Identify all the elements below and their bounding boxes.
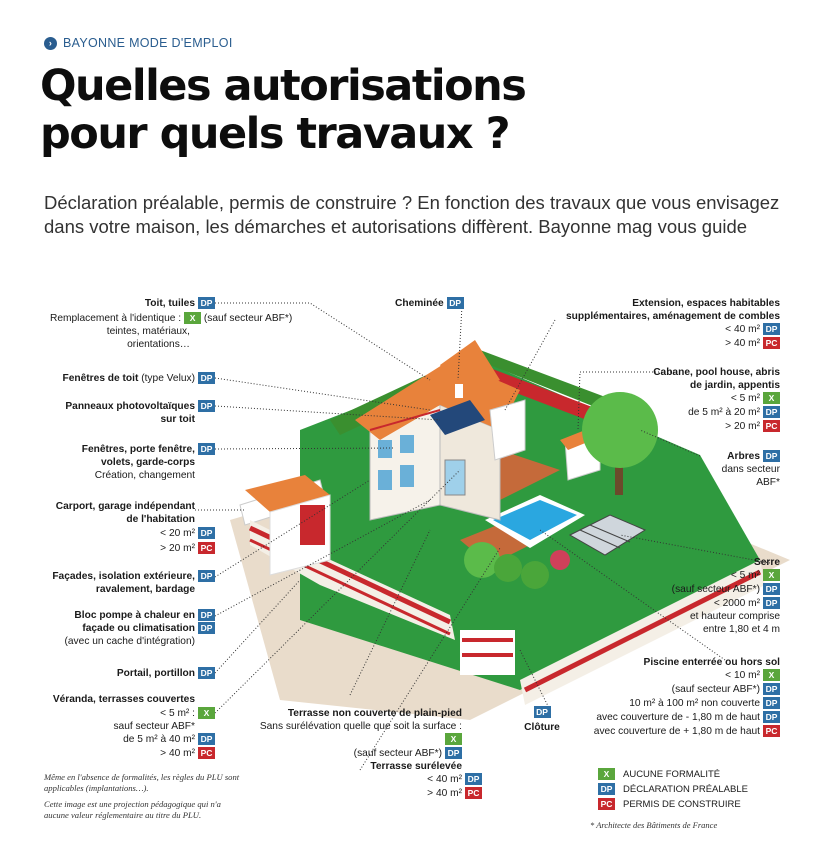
chevron-right-icon: › [44, 37, 57, 50]
extension-r1: < 40 m² [725, 324, 760, 335]
legend-dp [598, 783, 748, 795]
veranda-r2: sauf secteur ABF* [113, 721, 195, 732]
extension-l2: supplémentaires, aménagement de combles [565, 311, 780, 322]
fenetres-l1: Fenêtres, porte fenêtre, [81, 444, 195, 455]
lead-paragraph: Déclaration préalable, permis de construire ? En fonction des travaux que vous envisagez dans votre maison, les démarches et autorisations diffèrent. Bayonne mag vous guide [44, 192, 780, 237]
pc-badge: PC [198, 747, 215, 759]
extension [490, 400, 525, 460]
dp-badge: DP [534, 706, 551, 718]
bloc-l2: façade ou climatisation [82, 623, 195, 634]
surelevee-r2: > 40 m² [427, 788, 462, 799]
cheminee-title: Cheminée [395, 298, 444, 309]
label-serre [620, 556, 780, 636]
footnote-abf: * Architecte des Bâtiments de France [590, 820, 718, 830]
legend-pc [598, 798, 748, 810]
legend-pc-label: PERMIS DE CONSTRUIRE [623, 798, 741, 810]
portail-title: Portail, portillon [116, 668, 195, 679]
note-projection: Cette image est une projection pédagogique qui n'a aucune valeur réglementaire au titre du PLU. [44, 799, 221, 820]
label-extension [540, 297, 780, 350]
label-toit-sub2 [30, 325, 190, 351]
dp-badge: DP [763, 697, 780, 709]
x-badge: X [445, 733, 462, 745]
kicker-text: BAYONNE MODE D'EMPLOI [63, 36, 233, 50]
note-plu: Même en l'absence de formalités, les règles du PLU sont applicables (implantations…). [44, 772, 240, 793]
bloc-l3: (avec un cache d'intégration) [64, 636, 195, 647]
pc-badge: PC [763, 725, 780, 737]
extension-l1: Extension, espaces habitables [632, 298, 780, 309]
carport-r2: > 20 m² [160, 543, 195, 554]
label-veranda [20, 693, 195, 706]
pc-badge: PC [763, 420, 780, 432]
piscine-title: Piscine enterrée ou hors sol [643, 657, 780, 668]
veranda-r1: < 5 m² : [160, 708, 195, 719]
terrasse-title: Terrasse non couverte de plain-pied [287, 708, 462, 719]
label-surelevee [300, 760, 482, 800]
pc-badge: PC [763, 337, 780, 349]
label-carport [20, 500, 195, 526]
pc-badge: PC [598, 798, 615, 810]
veranda-r4: > 40 m² [160, 748, 195, 759]
label-toit-sub [50, 312, 320, 325]
surelevee-title: Terrasse surélevée [370, 761, 462, 772]
toit-sub1: Remplacement à l'identique : [50, 313, 182, 324]
gate [460, 630, 515, 675]
dp-badge: DP [198, 443, 215, 455]
carport-l1: Carport, garage indépendant [55, 501, 195, 512]
carport-l2: de l'habitation [126, 514, 195, 525]
dp-badge: DP [598, 783, 615, 795]
dp-badge: DP [763, 406, 780, 418]
cabane-r3: > 20 m² [725, 421, 760, 432]
fenetres-toit-title: Fenêtres de toit [62, 373, 139, 384]
label-facades [20, 570, 215, 596]
veranda-r3: de 5 m² à 40 m² [123, 734, 195, 745]
dp-badge: DP [198, 622, 215, 634]
panneaux-l2: sur toit [160, 414, 195, 425]
facades-l2: ravalement, bardage [95, 584, 195, 595]
label-cheminee [395, 297, 464, 310]
label-portail [20, 667, 215, 680]
toit-title: Toit, tuiles [144, 298, 195, 309]
legend [598, 768, 748, 813]
bloc-l1: Bloc pompe à chaleur en [74, 610, 195, 621]
serre-r4: et hauteur comprise [689, 611, 780, 622]
x-badge: X [763, 392, 780, 404]
piscine-r2: (sauf secteur ABF*) [671, 684, 760, 695]
x-badge: X [184, 312, 201, 324]
dp-badge: DP [198, 609, 215, 621]
arbres-r1: dans secteur [721, 464, 780, 475]
label-veranda-rules [20, 707, 215, 760]
dp-badge: DP [763, 323, 780, 335]
dp-badge: DP [198, 527, 215, 539]
veranda-l1: Véranda, terrasses couvertes [52, 694, 195, 705]
pc-badge: PC [198, 542, 215, 554]
dp-badge: DP [198, 372, 215, 384]
dp-badge: DP [763, 583, 780, 595]
surelevee-r1: < 40 m² [427, 774, 462, 785]
serre-r5: entre 1,80 et 4 m [702, 624, 780, 635]
cabane-l1: Cabane, pool house, abris [653, 367, 780, 378]
x-badge: X [598, 768, 615, 780]
arbres-r2: ABF* [756, 477, 780, 488]
carport-r1: < 20 m² [160, 528, 195, 539]
label-carport-rules [20, 527, 215, 555]
fenetres-l2: volets, garde-corps [101, 457, 195, 468]
toit-sub2: teintes, matériaux, [106, 326, 190, 337]
label-piscine [560, 656, 780, 738]
dp-badge: DP [763, 450, 780, 462]
cabane-l2: de jardin, appentis [689, 380, 780, 391]
piscine-r4: avec couverture de - 1,80 m de haut [596, 712, 760, 723]
fenetres-toit-note: (type Velux) [138, 373, 195, 384]
piscine-r3: 10 m² à 100 m² non couverte [629, 698, 760, 709]
serre-r3: < 2000 m² [713, 598, 760, 609]
label-fenetres-toit [20, 372, 215, 385]
toit-sub3: orientations… [127, 339, 190, 350]
legend-dp-label: DÉCLARATION PRÉALABLE [623, 783, 748, 795]
terrasse-r2: (sauf secteur ABF*) [353, 748, 442, 759]
dp-badge: DP [198, 733, 215, 745]
arbres-title: Arbres [727, 451, 760, 462]
title-line-2: pour quels travaux ? [40, 109, 510, 159]
facades-l1: Façades, isolation extérieure, [52, 571, 195, 582]
label-bloc [20, 609, 215, 648]
dp-badge: DP [198, 667, 215, 679]
dp-badge: DP [763, 597, 780, 609]
label-fenetres [20, 443, 215, 482]
label-terrasse [240, 707, 462, 760]
pc-badge: PC [465, 787, 482, 799]
x-badge: X [198, 707, 215, 719]
dp-badge: DP [763, 683, 780, 695]
piscine-r5: avec couverture de + 1,80 m de haut [593, 726, 760, 737]
dp-badge: DP [763, 711, 780, 723]
legend-x-label: AUCUNE FORMALITÉ [623, 768, 721, 780]
dp-badge: DP [447, 297, 464, 309]
title-line-1: Quelles autorisations [40, 61, 526, 111]
serre-title: Serre [753, 557, 780, 568]
label-arbres [680, 450, 780, 489]
dp-badge: DP [198, 570, 215, 582]
x-badge: X [763, 669, 780, 681]
label-panneaux [20, 400, 215, 426]
x-badge: X [763, 569, 780, 581]
extension-r2: > 40 m² [725, 338, 760, 349]
dp-badge: DP [198, 400, 215, 412]
cloture-title: Clôture [524, 722, 560, 733]
fenetres-l3: Création, changement [94, 470, 195, 481]
cabane-r2: de 5 m² à 20 m² [688, 407, 760, 418]
panneaux-l1: Panneaux photovoltaïques [65, 401, 195, 412]
label-cloture [522, 706, 562, 734]
legend-x [598, 768, 748, 780]
terrasse-r1: Sans surélévation quelle que soit la surface : [259, 721, 462, 732]
dp-badge: DP [198, 297, 215, 309]
serre-r2: (sauf secteur ABF*) [671, 584, 760, 595]
toit-sub1-note: (sauf secteur ABF*) [203, 313, 293, 324]
serre-r1: < 5 m² [730, 570, 760, 581]
dp-badge: DP [465, 773, 482, 785]
cabane-r1: < 5 m² [730, 393, 760, 404]
piscine-r1: < 10 m² [725, 670, 760, 681]
label-cabane [600, 366, 780, 433]
dp-badge: DP [445, 747, 462, 759]
label-toit [30, 297, 215, 310]
